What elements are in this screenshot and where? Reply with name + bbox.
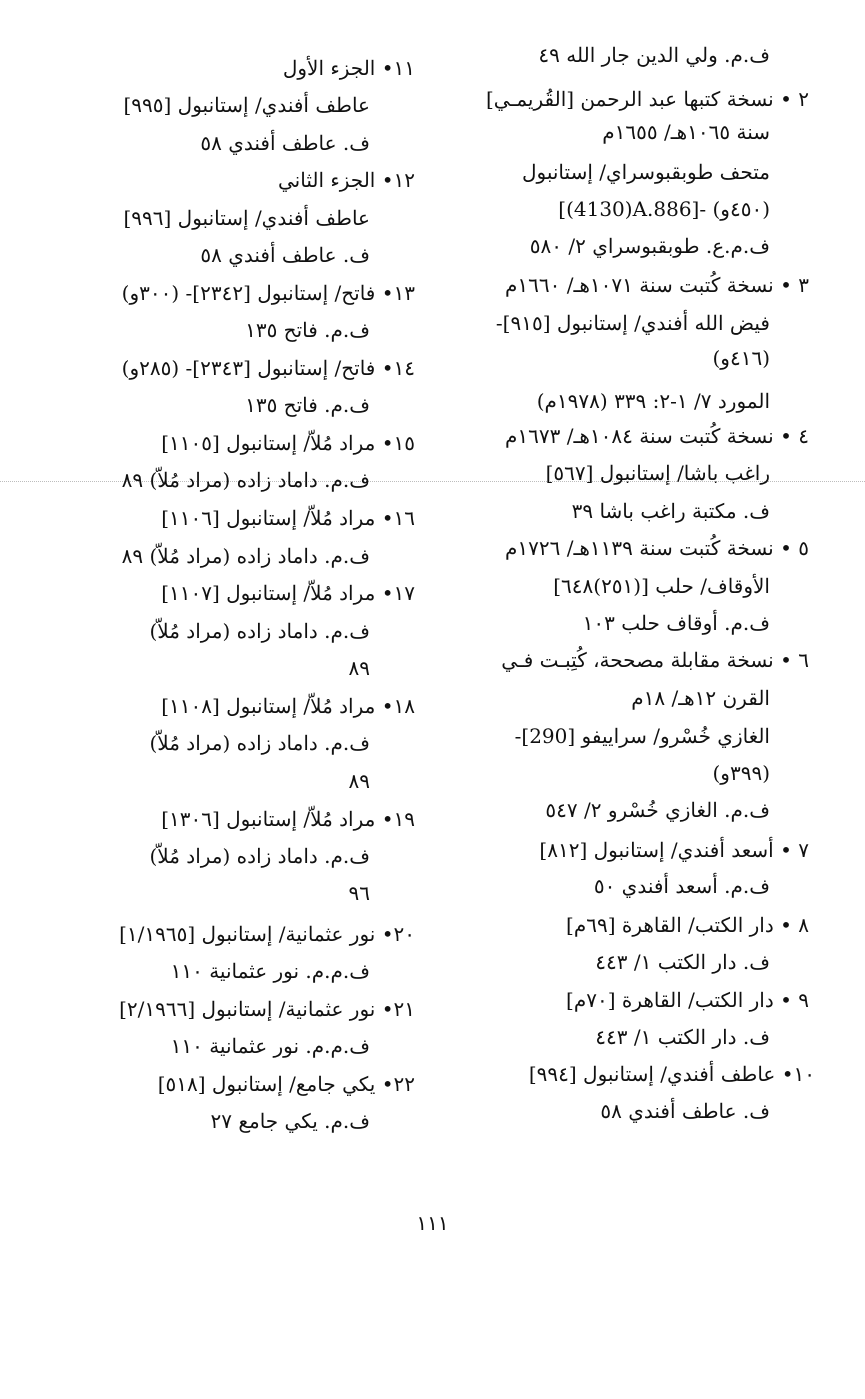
entry-2-shelfmark: [(4130)A.886]- (٤٥٠و) [558, 197, 770, 221]
ref-line: ف. دار الكتب ١/ ٤٤٣ [595, 950, 770, 974]
entry-10: ١٠• عاطف أفندي/ إستانبول [٩٩٤] [528, 1062, 815, 1086]
ref-line: ف.م. داماد زاده (مراد مُلاّ) [149, 619, 370, 643]
entry-5-location: الأوقاف/ حلب [(٢٥١)٦٤٨] [553, 574, 770, 598]
entry-6-date: القرن ١٢هـ/ ١٨م [631, 686, 770, 710]
entry-7: ٧ • أسعد أفندي/ إستانبول [٨١٢] [539, 838, 809, 862]
entry-6-folios: (٣٩٩و) [712, 761, 770, 785]
ref-line: ف.م. أوقاف حلب ١٠٣ [582, 611, 770, 635]
ref-line: ف.م.ع. طوبقبوسراي ٢/ ٥٨٠ [529, 234, 770, 258]
ref-line: ف. عاطف أفندي ٥٨ [200, 131, 370, 155]
entry-11-location: عاطف أفندي/ إستانبول [٩٩٥] [123, 93, 370, 117]
entry-12: ١٢• الجزء الثاني [277, 168, 415, 192]
entry-19: ١٩• مراد مُلاّ/ إستانبول [١٣٠٦] [161, 807, 415, 831]
ref-line: ف.م.م. نور عثمانية ١١٠ [170, 1034, 370, 1058]
entry-4: ٤ • نسخة كُتبت سنة ١٠٨٤هـ/ ١٦٧٣م [505, 424, 809, 448]
ref-line: ف.م. الغازي خُسْرو ٢/ ٥٤٧ [545, 798, 770, 822]
entry-20: ٢٠• نور عثمانية/ إستانبول [١/١٩٦٥] [119, 922, 415, 946]
entry-6: ٦ • نسخة مقابلة مصححة، كُتِبـت فـي [501, 648, 809, 672]
ref-page: ٩٦ [348, 881, 370, 905]
ref-line: ف.م. يكي جامع ٢٧ [210, 1109, 370, 1133]
ref-line: ف.م. فاتح ١٣٥ [245, 318, 370, 342]
entry-3-location: فيض الله أفندي/ إستانبول [٩١٥]- [495, 311, 770, 335]
entry-22: ٢٢• يكي جامع/ إستانبول [٥١٨] [157, 1072, 415, 1096]
ref-line: ف.م. داماد زاده (مراد مُلاّ) ٨٩ [121, 468, 370, 492]
entry-15: ١٥• مراد مُلاّ/ إستانبول [١١٠٥] [161, 431, 415, 455]
ref-line: المورد ٧/ ١-٢: ٣٣٩ (١٩٧٨م) [536, 389, 770, 413]
entry-8: ٨ • دار الكتب/ القاهرة [٦٩م] [566, 913, 809, 937]
ref-line: ف.م. ولي الدين جار الله ٤٩ [538, 43, 770, 67]
ref-line: ف.م. داماد زاده (مراد مُلاّ) [149, 844, 370, 868]
entry-2-location: متحف طوبقبوسراي/ إستانبول [521, 160, 770, 184]
ref-line: ف.م.م. نور عثمانية ١١٠ [170, 959, 370, 983]
entry-9: ٩ • دار الكتب/ القاهرة [٧٠م] [566, 988, 809, 1012]
entry-11: ١١• الجزء الأول [282, 56, 415, 80]
entry-4-location: راغب باشا/ إستانبول [٥٦٧] [545, 461, 770, 485]
entry-13: ١٣• فاتح/ إستانبول [٢٣٤٢]- (٣٠٠و) [121, 281, 415, 305]
ref-line: ف. عاطف أفندي ٥٨ [600, 1099, 770, 1123]
ref-line: ف. عاطف أفندي ٥٨ [200, 243, 370, 267]
ref-page: ٨٩ [348, 769, 370, 793]
entry-18: ١٨• مراد مُلاّ/ إستانبول [١١٠٨] [161, 694, 415, 718]
ref-line: ف.م. أسعد أفندي ٥٠ [593, 874, 770, 898]
entry-12-location: عاطف أفندي/ إستانبول [٩٩٦] [123, 206, 370, 230]
ref-line: ف.م. داماد زاده (مراد مُلاّ) ٨٩ [121, 544, 370, 568]
page-number: ١١١ [416, 1211, 449, 1235]
ref-line: ف. مكتبة راغب باشا ٣٩ [571, 499, 770, 523]
entry-2-date: سنة ١٠٦٥هـ/ ١٦٥٥م [602, 120, 770, 144]
entry-14: ١٤• فاتح/ إستانبول [٢٣٤٣]- (٢٨٥و) [121, 356, 415, 380]
entry-3: ٣ • نسخة كُتبت سنة ١٠٧١هـ/ ١٦٦٠م [505, 273, 809, 297]
ref-line: ف.م. داماد زاده (مراد مُلاّ) [149, 731, 370, 755]
entry-16: ١٦• مراد مُلاّ/ إستانبول [١١٠٦] [161, 506, 415, 530]
entry-21: ٢١• نور عثمانية/ إستانبول [٢/١٩٦٦] [119, 997, 415, 1021]
entry-17: ١٧• مراد مُلاّ/ إستانبول [١١٠٧] [161, 581, 415, 605]
entry-5: ٥ • نسخة كُتبت سنة ١١٣٩هـ/ ١٧٢٦م [505, 536, 809, 560]
ref-line: ف. دار الكتب ١/ ٤٤٣ [595, 1025, 770, 1049]
entry-2: ٢ • نسخة كتبها عبد الرحمن [القُريمـي] [485, 87, 809, 111]
ref-line: ف.م. فاتح ١٣٥ [245, 393, 370, 417]
entry-3-folios: (٤١٦و) [712, 346, 770, 370]
ref-page: ٨٩ [348, 656, 370, 680]
entry-6-location: الغازي خُسْرو/ سراييفو [290]- [514, 724, 770, 748]
